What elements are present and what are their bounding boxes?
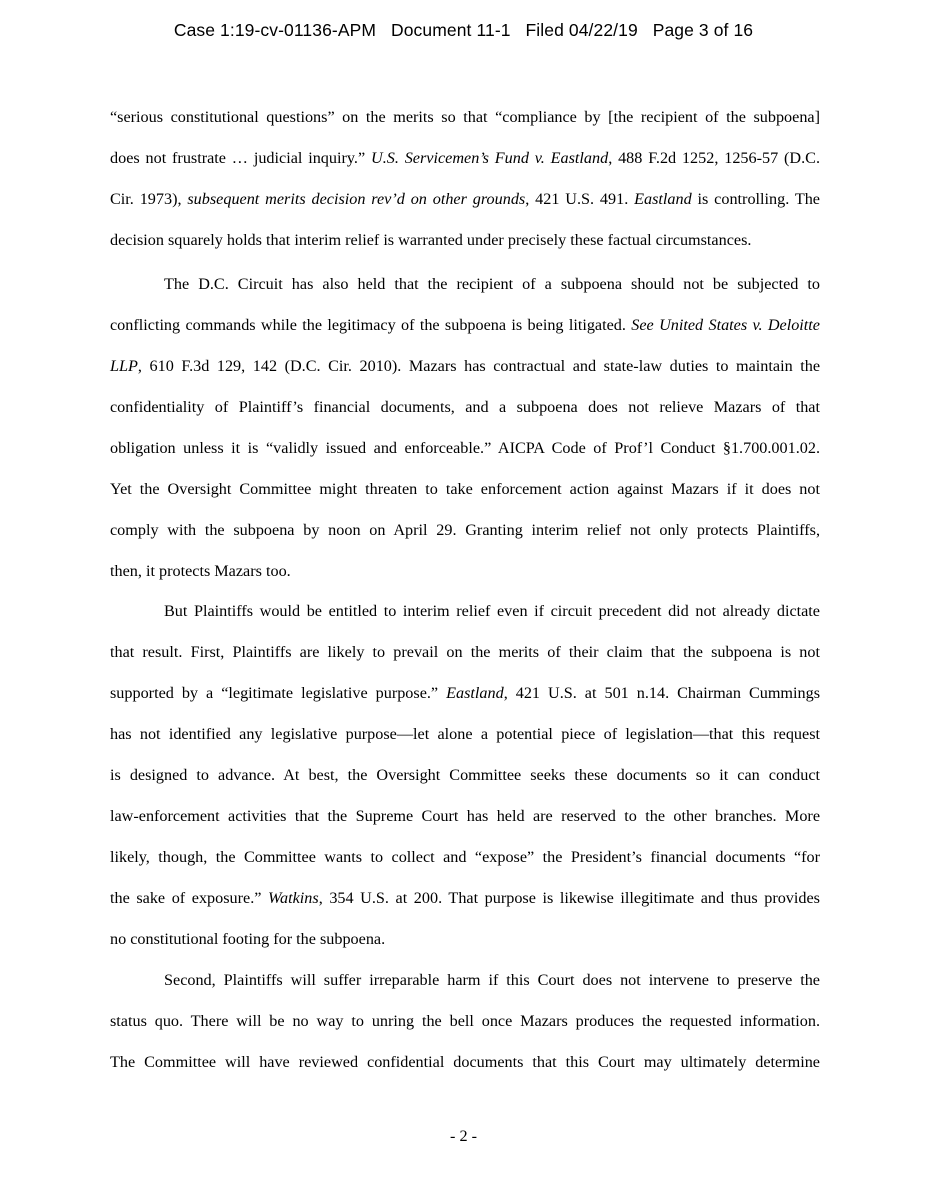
text-line: Yet the Oversight Committee might threaten to take enforcement action against Mazars if it does not [110, 480, 820, 498]
case-header: Case 1:19-cv-01136-APM Document 11-1 Filed 04/22/19 Page 3 of 16 [173, 20, 754, 40]
text-line: confidentiality of Plaintiff’s financial documents, and a subpoena does not relieve Mazars of that [110, 398, 820, 416]
italic-citation: Eastland [446, 684, 504, 702]
page-number: - 2 - [450, 1127, 477, 1145]
text-line: status quo. There will be no way to unring the bell once Mazars produces the requested information. [110, 1012, 820, 1030]
italic-citation: Watkins [268, 889, 319, 907]
text-line: does not frustrate … judicial inquiry.” U.S. Servicemen’s Fund v. Eastland, 488 F.2d 1252, 1256-57 (D.C. [110, 149, 820, 167]
text-line: But Plaintiffs would be entitled to interim relief even if circuit precedent did not already dictate [164, 602, 820, 620]
text-line: decision squarely holds that interim relief is warranted under precisely these factual circumstances. [110, 231, 752, 249]
text-line: The Committee will have reviewed confidential documents that this Court may ultimately determine [110, 1053, 820, 1071]
italic-citation: LLP [110, 357, 138, 375]
italic-citation: See United States v. Deloitte [631, 316, 820, 334]
text-line: “serious constitutional questions” on the merits so that “compliance by [the recipient of the subpoena] [110, 108, 820, 126]
text-line: likely, though, the Committee wants to collect and “expose” the President’s financial documents “for [110, 848, 820, 866]
text-line: is designed to advance. At best, the Oversight Committee seeks these documents so it can conduct [110, 766, 820, 784]
italic-citation: U.S. Servicemen’s Fund v. Eastland [371, 149, 609, 167]
text-line: has not identified any legislative purpose—let alone a potential piece of legislation—that this request [110, 725, 820, 743]
italic-citation: Eastland [634, 190, 692, 208]
text-line: then, it protects Mazars too. [110, 562, 291, 580]
text-line: LLP, 610 F.3d 129, 142 (D.C. Cir. 2010). Mazars has contractual and state-law duties to maintain the [110, 357, 820, 375]
text-line: the sake of exposure.” Watkins, 354 U.S. at 200. That purpose is likewise illegitimate and thus provides [110, 889, 820, 907]
text-line: supported by a “legitimate legislative purpose.” Eastland, 421 U.S. at 501 n.14. Chairman Cummings [110, 684, 821, 702]
text-line: obligation unless it is “validly issued and enforceable.” AICPA Code of Prof’l Conduct §1.700.001.02. [110, 439, 820, 457]
italic-citation: subsequent merits decision rev’d on other grounds [187, 190, 526, 208]
text-line: that result. First, Plaintiffs are likely to prevail on the merits of their claim that the subpoena is not [110, 643, 820, 661]
text-line: comply with the subpoena by noon on April 29. Granting interim relief not only protects Plaintiffs, [110, 521, 820, 539]
text-line: The D.C. Circuit has also held that the recipient of a subpoena should not be subjected to [164, 275, 820, 293]
text-line: no constitutional footing for the subpoena. [110, 930, 386, 948]
text-line: Cir. 1973), subsequent merits decision rev’d on other grounds, 421 U.S. 491. Eastland is controlling. The [110, 190, 820, 208]
text-line: law-enforcement activities that the Supreme Court has held are reserved to the other branches. More [110, 807, 820, 825]
text-line: Second, Plaintiffs will suffer irreparable harm if this Court does not intervene to preserve the [164, 971, 820, 989]
text-line: conflicting commands while the legitimacy of the subpoena is being litigated. See United States v. Deloitte [110, 316, 820, 334]
